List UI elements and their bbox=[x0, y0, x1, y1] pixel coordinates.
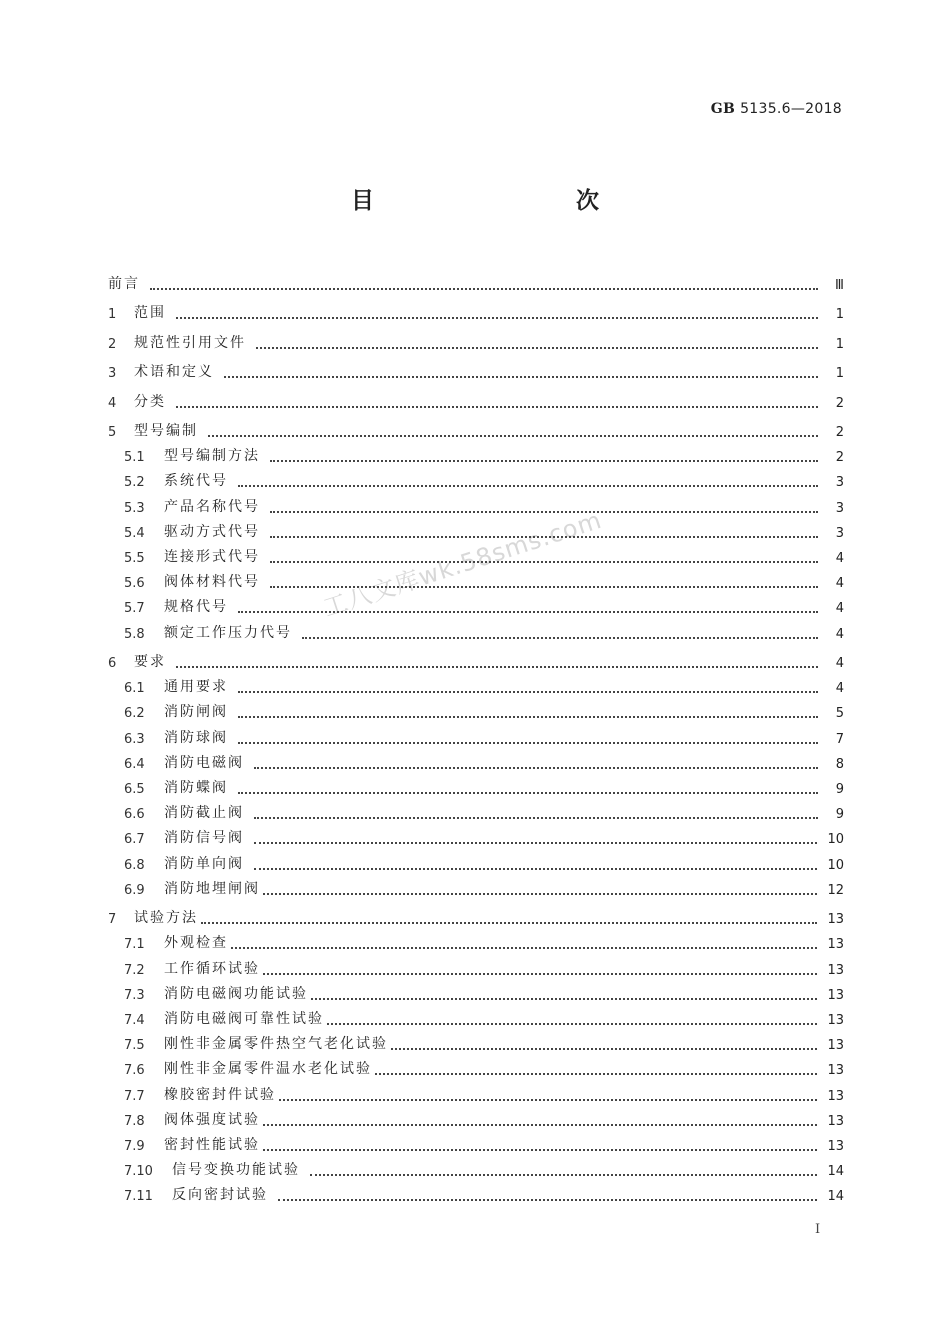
toc-dot-leader bbox=[238, 485, 818, 487]
toc-entry-page: 9 bbox=[835, 807, 844, 823]
toc-entry-number: 6.2 bbox=[124, 706, 145, 722]
toc-entry-number: 3 bbox=[108, 366, 117, 381]
toc-dot-leader bbox=[238, 691, 818, 693]
toc-entry-number: 7.9 bbox=[124, 1138, 145, 1154]
toc-entry-title: 刚性非金属零件温水老化试验 bbox=[164, 1061, 372, 1078]
toc-dot-leader bbox=[254, 842, 817, 844]
toc-entry-title: 消防单向阀 bbox=[164, 855, 244, 872]
toc-entry-number: 7.5 bbox=[124, 1038, 145, 1054]
toc-entry-title: 通用要求 bbox=[164, 679, 228, 696]
toc-entry[interactable] bbox=[108, 671, 844, 696]
toc-entry[interactable] bbox=[108, 978, 844, 1003]
toc-entry-number: 6.7 bbox=[124, 832, 145, 848]
toc-entry[interactable] bbox=[108, 1053, 844, 1078]
toc-entry-number: 7.7 bbox=[124, 1088, 145, 1104]
toc-entry[interactable] bbox=[108, 322, 844, 352]
toc-entry-title: 消防电磁阀可靠性试验 bbox=[164, 1010, 324, 1027]
toc-dot-leader bbox=[302, 637, 818, 639]
toc-entry[interactable] bbox=[108, 381, 844, 411]
toc-entry-number: 6.6 bbox=[124, 807, 145, 823]
toc-entry-number: 7.8 bbox=[124, 1113, 145, 1129]
toc-entry-page: 4 bbox=[835, 550, 844, 566]
toc-entry-number: 6.1 bbox=[124, 681, 145, 697]
toc-dot-leader bbox=[270, 511, 818, 513]
toc-entry-number: 7.6 bbox=[124, 1063, 145, 1079]
toc-entry-title: 工作循环试验 bbox=[164, 960, 260, 977]
toc-entry-page: 13 bbox=[827, 1088, 844, 1104]
toc-dot-leader bbox=[375, 1073, 817, 1075]
toc-entry-number: 5.8 bbox=[124, 626, 145, 642]
toc-entry-title: 外观检查 bbox=[164, 935, 228, 952]
toc-entry[interactable] bbox=[108, 642, 844, 672]
toc-entry-title: 消防球阀 bbox=[164, 729, 228, 746]
toc-entry[interactable] bbox=[108, 797, 844, 822]
toc-entry-page: 2 bbox=[835, 395, 844, 411]
standard-number: 5135.6—2018 bbox=[740, 101, 842, 117]
toc-entry-title: 密封性能试验 bbox=[164, 1136, 260, 1153]
toc-dot-leader bbox=[176, 666, 818, 668]
toc-entry-number: 4 bbox=[108, 395, 117, 411]
toc-entry-page: 5 bbox=[835, 706, 844, 722]
toc-entry-number: 7.11 bbox=[124, 1189, 153, 1205]
toc-entry-number: 7.4 bbox=[124, 1012, 145, 1028]
toc-entry[interactable] bbox=[108, 1179, 844, 1204]
toc-entry-title: 消防电磁阀 bbox=[164, 754, 244, 771]
watermark: 工八文库wk.58sms.com bbox=[319, 505, 606, 623]
toc-entry-title: 阀体材料代号 bbox=[164, 574, 260, 591]
toc-entry[interactable] bbox=[108, 516, 844, 541]
toc-entry[interactable] bbox=[108, 616, 844, 641]
toc-entry-number: 2 bbox=[108, 336, 117, 352]
toc-entry-page: 13 bbox=[827, 912, 844, 928]
toc-entry-number: 6 bbox=[108, 656, 117, 671]
toc-entry-page: 3 bbox=[835, 500, 844, 516]
toc-entry-number: 7.10 bbox=[124, 1164, 153, 1180]
toc-entry[interactable] bbox=[108, 440, 844, 465]
toc-dot-leader bbox=[224, 376, 818, 378]
toc-entry-title: 消防闸阀 bbox=[164, 704, 228, 721]
toc-entry[interactable] bbox=[108, 696, 844, 721]
toc-entry-page: 4 bbox=[835, 601, 844, 617]
toc-entry[interactable] bbox=[108, 847, 844, 872]
toc-entry-number: 6.5 bbox=[124, 781, 145, 797]
standard-prefix: GB bbox=[710, 101, 736, 117]
toc-entry-title: 试验方法 bbox=[134, 910, 198, 927]
toc-dot-leader bbox=[201, 922, 817, 924]
toc-dot-leader bbox=[238, 792, 818, 794]
toc-entry-page: 4 bbox=[835, 576, 844, 592]
toc-entry[interactable] bbox=[108, 927, 844, 952]
toc-entry[interactable] bbox=[108, 1129, 844, 1154]
page-number: I bbox=[815, 1222, 821, 1237]
toc-dot-leader bbox=[238, 611, 818, 613]
toc-entry-title: 消防地埋闸阀 bbox=[164, 880, 260, 897]
toc-entry-number: 5.4 bbox=[124, 525, 145, 541]
toc-entry-page: 1 bbox=[835, 336, 844, 352]
toc-dot-leader bbox=[263, 893, 817, 895]
toc-dot-leader bbox=[254, 868, 817, 870]
toc-dot-leader bbox=[270, 536, 818, 538]
toc-entry[interactable] bbox=[108, 591, 844, 616]
toc-entry-page: 10 bbox=[827, 832, 844, 848]
toc-dot-leader bbox=[256, 347, 818, 349]
toc-entry-page: Ⅲ bbox=[835, 277, 844, 293]
toc-dot-leader bbox=[150, 288, 818, 290]
toc-dot-leader bbox=[327, 1023, 817, 1025]
toc-entry-number: 7 bbox=[108, 912, 117, 928]
toc-entry[interactable] bbox=[108, 541, 844, 566]
toc-entry[interactable] bbox=[108, 873, 844, 898]
toc-entry-number: 5.1 bbox=[124, 450, 145, 466]
toc-dot-leader bbox=[176, 317, 818, 319]
toc-dot-leader bbox=[263, 1124, 817, 1126]
toc-entry-number: 6.8 bbox=[124, 857, 145, 873]
toc-entry-page: 2 bbox=[835, 450, 844, 466]
toc-entry-page: 7 bbox=[835, 731, 844, 747]
toc-dot-leader bbox=[391, 1048, 817, 1050]
toc-entry-number: 7.2 bbox=[124, 962, 145, 978]
standard-code bbox=[711, 101, 842, 117]
toc-entry-page: 14 bbox=[827, 1189, 844, 1205]
toc-entry-title: 刚性非金属零件热空气老化试验 bbox=[164, 1036, 388, 1053]
toc-entry-title: 型号编制方法 bbox=[164, 448, 260, 465]
toc-entry[interactable] bbox=[108, 1078, 844, 1103]
toc-entry-page: 13 bbox=[827, 1063, 844, 1079]
toc-dot-leader bbox=[263, 973, 817, 975]
toc-entry[interactable] bbox=[108, 721, 844, 746]
toc-entry-number: 6.3 bbox=[124, 731, 145, 747]
toc-entry-number: 5.5 bbox=[124, 550, 145, 566]
toc-entry-page: 13 bbox=[827, 962, 844, 978]
toc-entry-title: 系统代号 bbox=[164, 473, 228, 490]
toc-entry[interactable] bbox=[108, 747, 844, 772]
toc-entry-number: 1 bbox=[108, 307, 117, 322]
toc-entry-title: 驱动方式代号 bbox=[164, 523, 260, 540]
toc-entry-title: 术语和定义 bbox=[134, 364, 214, 380]
toc-entry[interactable] bbox=[108, 898, 844, 928]
toc-dot-leader bbox=[263, 1149, 817, 1151]
toc-entry-title: 规范性引用文件 bbox=[134, 334, 246, 351]
toc-entry-page: 4 bbox=[835, 656, 844, 671]
toc-entry-page: 13 bbox=[827, 1113, 844, 1129]
toc-entry-number: 6.9 bbox=[124, 882, 145, 898]
toc-entry-page: 13 bbox=[827, 1012, 844, 1028]
toc-dot-leader bbox=[310, 1174, 817, 1176]
toc-entry-title: 规格代号 bbox=[164, 599, 228, 616]
toc-entry-number: 5.6 bbox=[124, 576, 145, 592]
toc-entry-page: 13 bbox=[827, 937, 844, 953]
page-title: 目 次 bbox=[351, 188, 651, 214]
toc-entry[interactable] bbox=[108, 263, 844, 293]
toc-entry-title: 范围 bbox=[134, 305, 166, 321]
toc-entry-page: 14 bbox=[827, 1164, 844, 1180]
toc-entry-title: 前言 bbox=[108, 275, 140, 292]
toc-entry-page: 13 bbox=[827, 987, 844, 1003]
toc-dot-leader bbox=[270, 561, 818, 563]
toc-entry-title: 反向密封试验 bbox=[172, 1187, 268, 1204]
toc-entry-page: 12 bbox=[827, 882, 844, 898]
toc-entry-title: 要求 bbox=[134, 654, 166, 670]
toc-entry-page: 3 bbox=[835, 525, 844, 541]
toc-dot-leader bbox=[270, 586, 818, 588]
toc-entry-title: 消防蝶阀 bbox=[164, 779, 228, 796]
toc-entry-page: 4 bbox=[835, 681, 844, 697]
toc-entry-title: 消防电磁阀功能试验 bbox=[164, 985, 308, 1002]
toc-entry-page: 3 bbox=[835, 475, 844, 491]
toc-entry-title: 信号变换功能试验 bbox=[172, 1162, 300, 1179]
toc-dot-leader bbox=[311, 998, 817, 1000]
toc-dot-leader bbox=[176, 406, 818, 408]
toc-dot-leader bbox=[254, 767, 818, 769]
toc-dot-leader bbox=[254, 817, 818, 819]
toc-dot-leader bbox=[238, 716, 818, 718]
toc-entry-page: 1 bbox=[835, 307, 844, 322]
toc-entry-title: 产品名称代号 bbox=[164, 498, 260, 515]
toc-entry-title: 阀体强度试验 bbox=[164, 1111, 260, 1128]
toc-entry-page: 13 bbox=[827, 1138, 844, 1154]
toc-entry-page: 13 bbox=[827, 1038, 844, 1054]
toc-entry-title: 连接形式代号 bbox=[164, 548, 260, 565]
toc-entry[interactable] bbox=[108, 490, 844, 515]
table-of-contents bbox=[108, 263, 844, 1204]
toc-dot-leader bbox=[238, 742, 818, 744]
toc-entry-page: 9 bbox=[835, 781, 844, 797]
toc-dot-leader bbox=[231, 947, 817, 949]
toc-entry-number: 5.3 bbox=[124, 500, 145, 516]
toc-entry[interactable] bbox=[108, 293, 844, 323]
toc-dot-leader bbox=[278, 1199, 817, 1201]
toc-entry[interactable] bbox=[108, 1104, 844, 1129]
toc-entry-number: 5.7 bbox=[124, 601, 145, 617]
toc-entry-number: 7.3 bbox=[124, 987, 145, 1003]
toc-entry[interactable] bbox=[108, 1154, 844, 1179]
toc-entry-number: 7.1 bbox=[124, 937, 145, 953]
toc-dot-leader bbox=[270, 460, 818, 462]
toc-entry-title: 额定工作压力代号 bbox=[164, 624, 292, 641]
toc-entry[interactable] bbox=[108, 566, 844, 591]
toc-entry-title: 分类 bbox=[134, 393, 166, 410]
toc-entry-title: 橡胶密封件试验 bbox=[164, 1086, 276, 1103]
toc-entry-page: 10 bbox=[827, 857, 844, 873]
toc-dot-leader bbox=[279, 1099, 817, 1101]
toc-entry[interactable] bbox=[108, 822, 844, 847]
toc-entry-title: 型号编制 bbox=[134, 423, 198, 439]
toc-entry[interactable] bbox=[108, 465, 844, 490]
toc-entry[interactable] bbox=[108, 1003, 844, 1028]
toc-entry-page: 4 bbox=[835, 626, 844, 642]
toc-entry-title: 消防截止阀 bbox=[164, 805, 244, 822]
toc-entry[interactable] bbox=[108, 1028, 844, 1053]
toc-entry[interactable] bbox=[108, 352, 844, 382]
toc-entry-title: 消防信号阀 bbox=[164, 830, 244, 847]
toc-entry-number: 6.4 bbox=[124, 756, 145, 772]
toc-entry-page: 8 bbox=[835, 756, 844, 772]
toc-entry-number: 5.2 bbox=[124, 475, 145, 491]
toc-entry-number: 5 bbox=[108, 425, 117, 440]
toc-entry-page: 2 bbox=[835, 425, 844, 440]
toc-dot-leader bbox=[208, 435, 818, 437]
toc-entry-page: 1 bbox=[835, 366, 844, 381]
toc-entry[interactable] bbox=[108, 772, 844, 797]
toc-entry[interactable] bbox=[108, 411, 844, 441]
toc-entry[interactable] bbox=[108, 952, 844, 977]
